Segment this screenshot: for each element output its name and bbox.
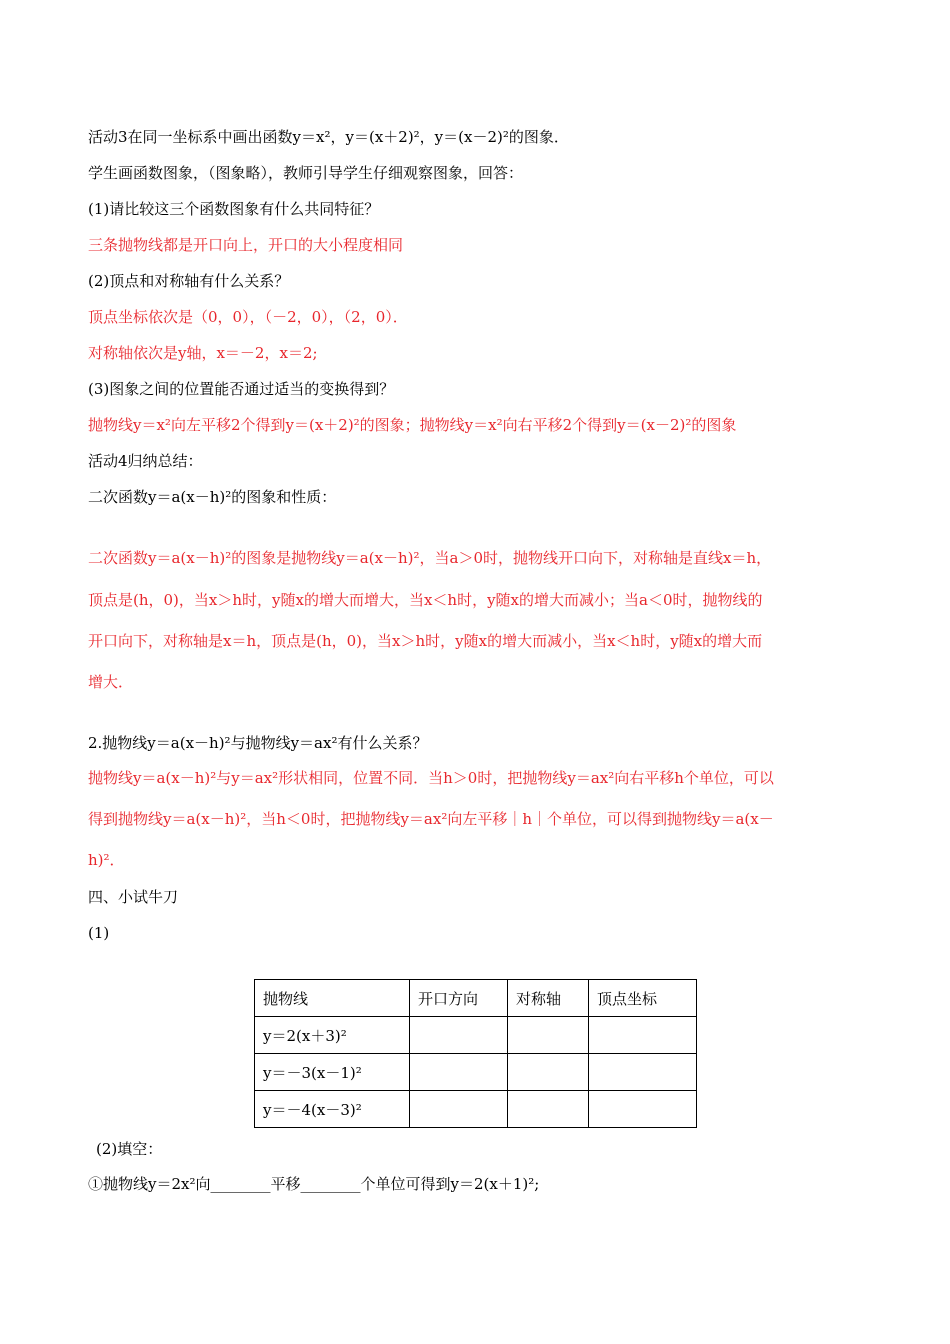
table-row [255, 1017, 697, 1054]
question-2-answer-line-3: h)²． [88, 851, 125, 869]
answer-3: 抛物线y＝x²向左平移2个得到y＝(x＋2)²的图象；抛物线y＝x²向右平移2个得到y＝(x－2)²的图象 [88, 416, 737, 434]
table-cell-function: y＝－3(x－1)² [255, 1054, 410, 1091]
summary-line-2: 顶点是(h，0)，当x＞h时，y随x的增大而增大，当x＜h时，y随x的增大而减小；当a＜0时，抛物线的 [88, 591, 763, 609]
table-cell-blank[interactable] [589, 1017, 697, 1054]
parabola-table [254, 979, 697, 1128]
table-cell-function: y＝2(x＋3)² [255, 1017, 410, 1054]
question-1: (1)请比较这三个函数图象有什么共同特征？ [88, 200, 380, 218]
answer-1: 三条抛物线都是开口向上，开口的大小程度相同 [88, 236, 404, 254]
table-row [255, 1091, 697, 1128]
table-row [255, 1054, 697, 1091]
activity3-intro: 活动3在同一坐标系中画出函数y＝x²，y＝(x＋2)²，y＝(x－2)²的图象． [88, 128, 569, 146]
table-cell-blank[interactable] [508, 1091, 589, 1128]
summary-line-3: 开口向下，对称轴是x＝h，顶点是(h，0)，当x＞h时，y随x的增大而减小，当x＜h时，y随x的增大而 [88, 632, 763, 650]
question-2-answer-line-2: 得到抛物线y＝a(x－h)²，当h＜0时，把抛物线y＝ax²向左平移｜h｜个单位，可以得到抛物线y＝a(x－ [88, 810, 774, 828]
fill-in-question-1: ①抛物线y＝2x²向________平移________个单位可得到y＝2(x＋1)²; [88, 1175, 540, 1193]
question-2: (2)顶点和对称轴有什么关系？ [88, 272, 290, 290]
summary-line-1: 二次函数y＝a(x－h)²的图象是抛物线y＝a(x－h)²，当a＞0时，抛物线开口向下，对称轴是直线x＝h， [88, 549, 772, 567]
table-header: 对称轴 [508, 980, 589, 1017]
table-header: 顶点坐标 [589, 980, 697, 1017]
part-1-label: (1) [88, 924, 110, 942]
activity3-instruction: 学生画函数图象，（图象略），教师引导学生仔细观察图象，回答： [88, 164, 524, 182]
section-title: 四、小试牛刀 [88, 888, 179, 906]
table-cell-blank[interactable] [508, 1054, 589, 1091]
table-cell-function: y＝－4(x－3)² [255, 1091, 410, 1128]
activity4-subtitle: 二次函数y＝a(x－h)²的图象和性质： [88, 488, 337, 506]
summary-line-4: 增大． [88, 673, 134, 691]
table-header: 抛物线 [255, 980, 410, 1017]
activity4-title: 活动4归纳总结： [88, 452, 203, 470]
table-header-row [255, 980, 697, 1017]
table-cell-blank[interactable] [410, 1017, 508, 1054]
table-cell-blank[interactable] [410, 1054, 508, 1091]
question-2-title: 2.抛物线y＝a(x－h)²与抛物线y＝ax²有什么关系？ [88, 734, 428, 752]
table-cell-blank[interactable] [589, 1054, 697, 1091]
answer-2-axes: 对称轴依次是y轴，x＝－2，x＝2; [88, 344, 318, 362]
table-header: 开口方向 [410, 980, 508, 1017]
table-cell-blank[interactable] [410, 1091, 508, 1128]
table-cell-blank[interactable] [508, 1017, 589, 1054]
part-2-label: (2)填空： [96, 1140, 163, 1158]
answer-2-vertices: 顶点坐标依次是（0，0），（－2，0），（2，0）． [88, 308, 408, 326]
question-3: (3)图象之间的位置能否通过适当的变换得到？ [88, 380, 395, 398]
table-cell-blank[interactable] [589, 1091, 697, 1128]
question-2-answer-line-1: 抛物线y＝a(x－h)²与y＝ax²形状相同，位置不同．当h＞0时，把抛物线y＝ax²向右平移h个单位，可以 [88, 769, 774, 787]
